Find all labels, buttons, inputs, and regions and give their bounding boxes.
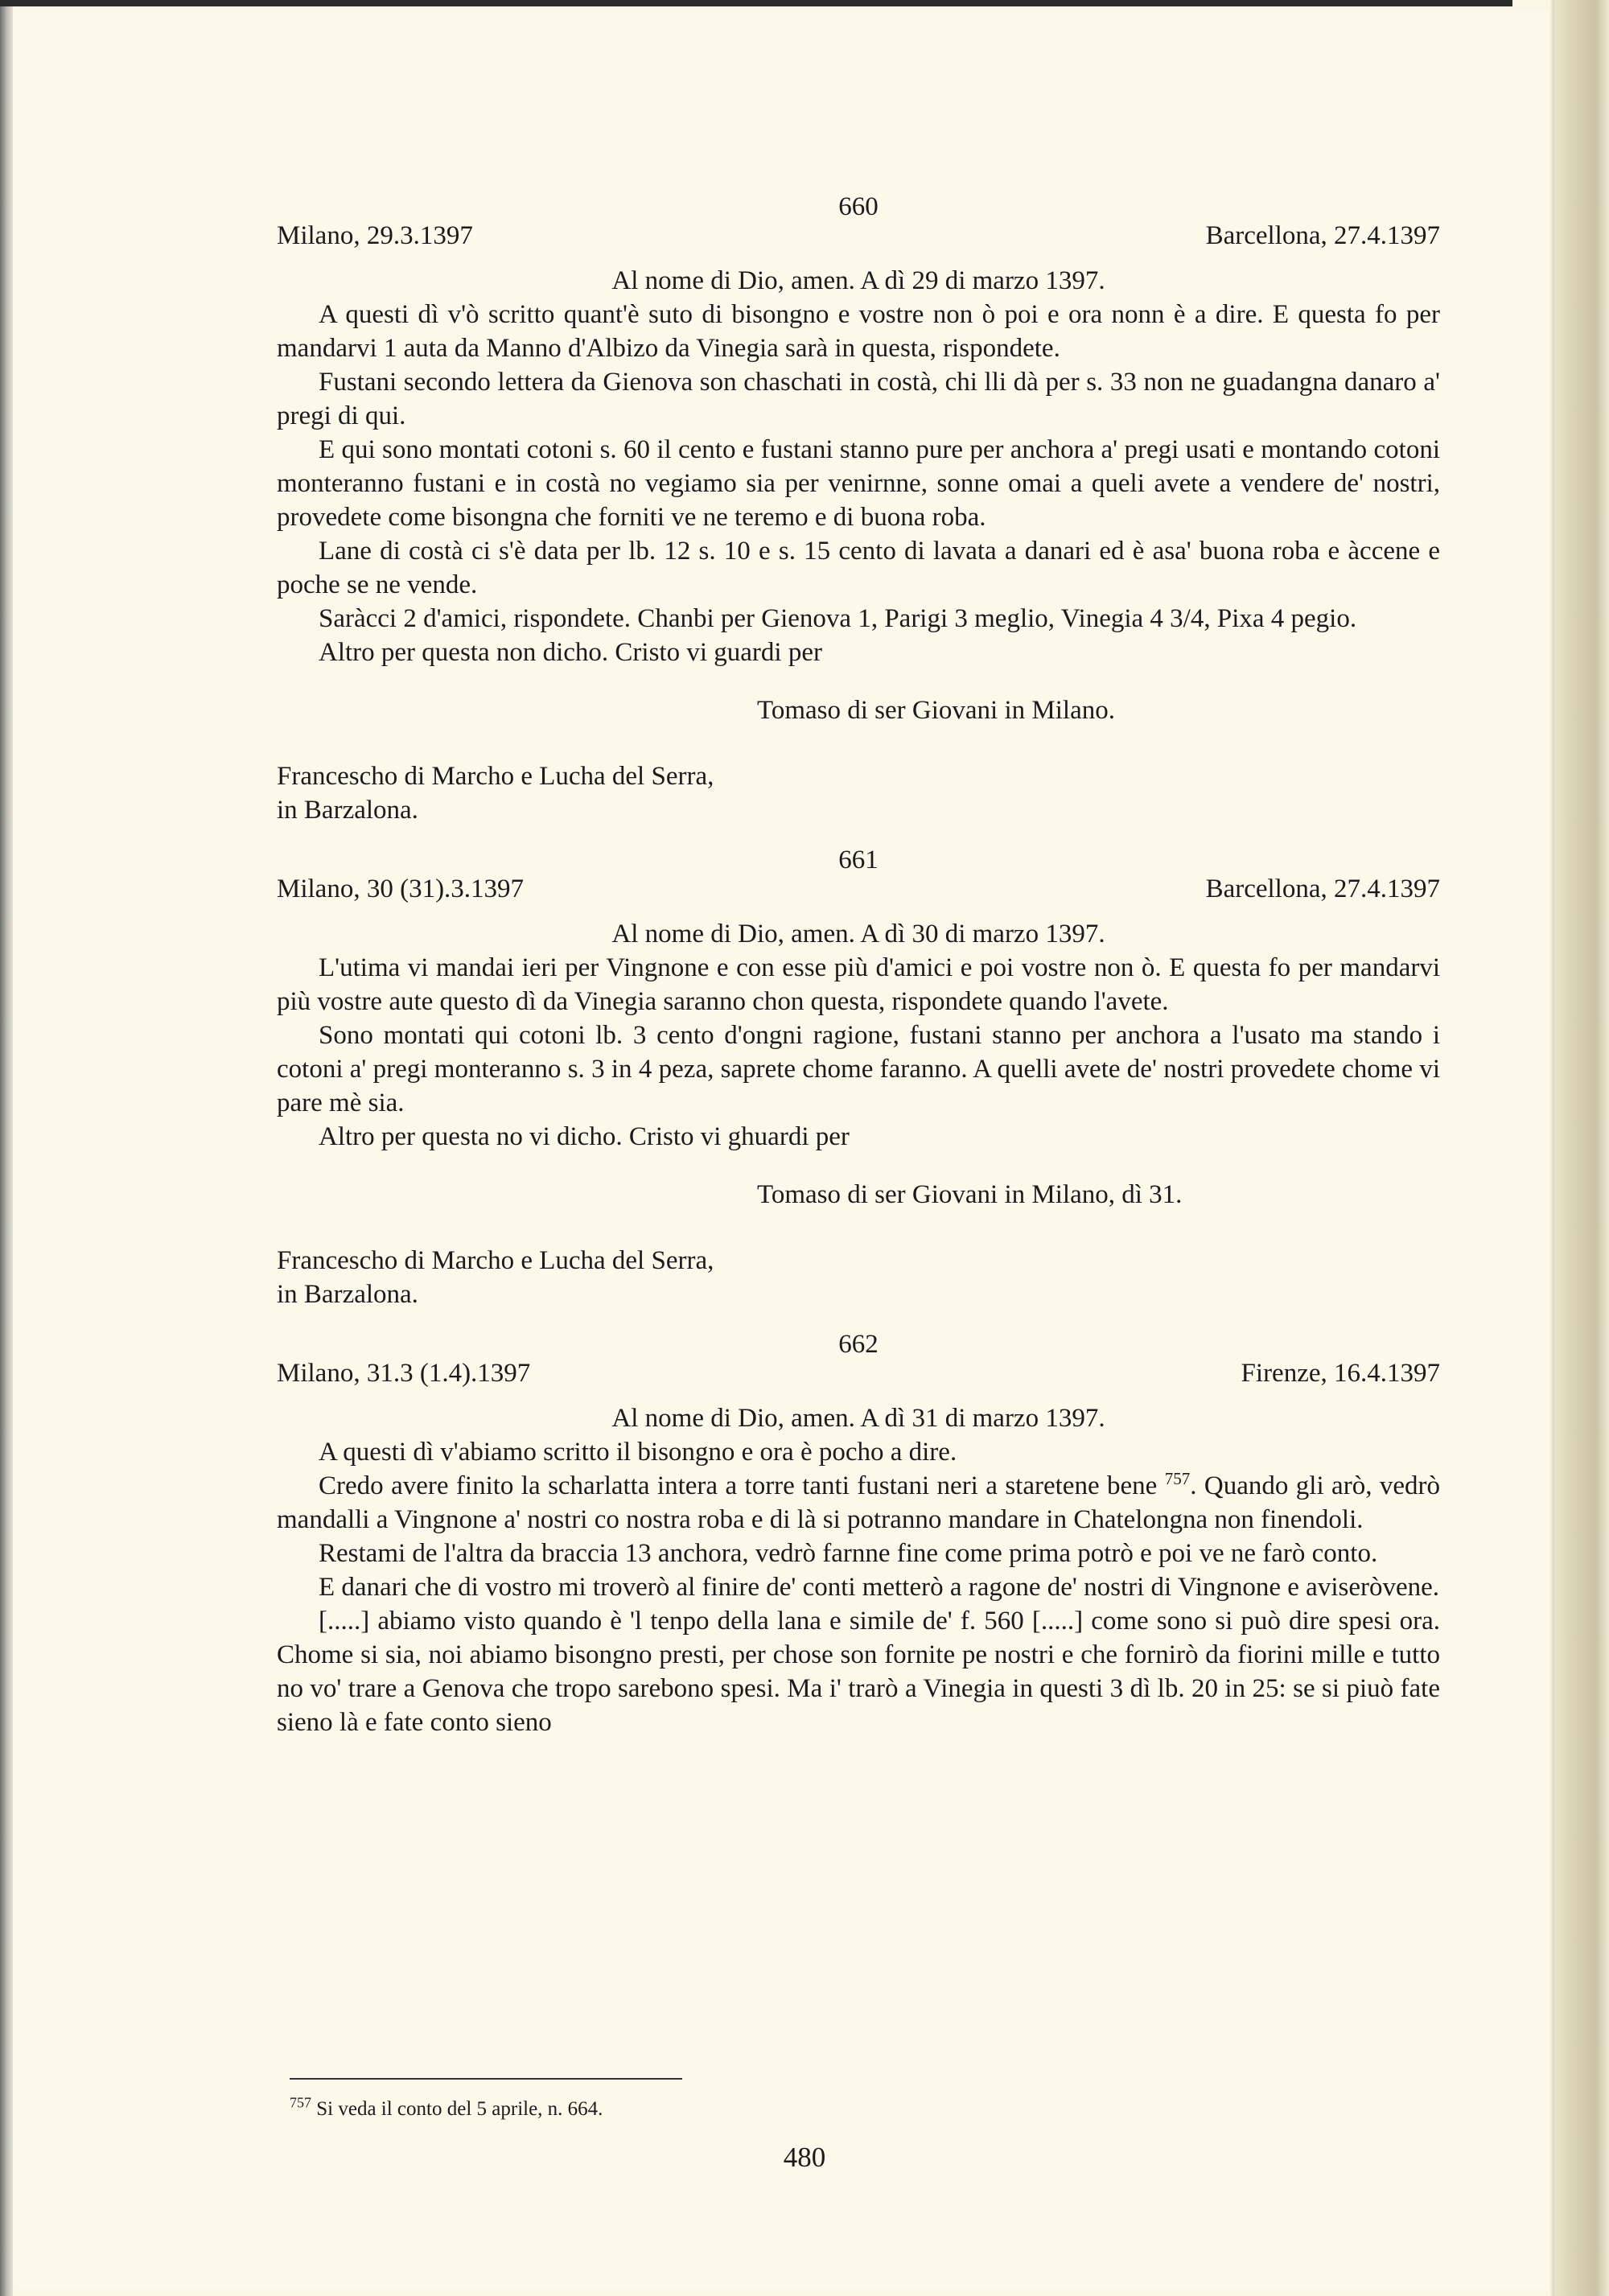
footnote-divider	[290, 2078, 682, 2080]
paragraph-end: .	[1190, 1471, 1197, 1500]
recipient-address: Francescho di Marcho e Lucha del Serra,	[277, 762, 714, 791]
signature: Tomaso di ser Giovani in Milano, dì 31.	[757, 1180, 1183, 1209]
arrival-date: Barcellona, 27.4.1397	[1205, 874, 1440, 903]
binding-shadow	[0, 0, 13, 2296]
letter-header	[277, 219, 1440, 254]
footnote-text: Si veda il conto del 5 aprile, n. 664.	[316, 2098, 603, 2120]
paragraph: L'utima vi mandai ieri per Vingnone e con esse più d'amici e poi vostre non ò. E questa fo per mandarvi più vostre aute questo dì da Vinegia saranno chon questa, rispondete quando l'avete.	[277, 953, 1440, 1016]
letter-660	[277, 190, 1440, 827]
paragraph-text: Quando gli arò, vedrò mandalli a Vingnone a' nostri co nostra roba e di là si potranno mandare in Chatelongna non finendoli.	[277, 1471, 1441, 1534]
recipient-address: Francescho di Marcho e Lucha del Serra,	[277, 1246, 714, 1275]
footnote	[290, 2096, 603, 2122]
recipient-place: in Barzalona.	[277, 796, 418, 825]
paragraph: Fustani secondo lettera da Gienova son chaschati in costà, chi lli dà per s. 33 non ne guadangna danaro a' pregi di qui.	[277, 368, 1440, 430]
paragraph: Lane di costà ci s'è data per lb. 12 s. 10 e s. 15 cento di lavata a danari ed è asa' buona roba e àccene e poche se ne vende.	[277, 537, 1440, 599]
origin-date: Milano, 30 (31).3.1397	[277, 874, 525, 903]
origin-date: Milano, 29.3.1397	[277, 221, 473, 250]
footnote-marker[interactable]: 757	[1164, 1469, 1191, 1488]
paragraph: A questi dì v'ò scritto quant'è suto di bisongno e vostre non ò poi e ora nonn è a dire. E questa fo per mandarvi 1 auta da Manno d'Albizo da Vinegia sarà in questa, rispondete.	[277, 300, 1440, 363]
opening-line: Al nome di Dio, amen. A dì 29 di marzo 1397.	[611, 266, 1105, 295]
paragraph: Restami de l'altra da braccia 13 anchora, vedrò farnne fine come prima potrò e poi ve ne farò conto.	[319, 1539, 1378, 1568]
top-edge	[0, 0, 1512, 6]
letter-662	[277, 1327, 1440, 1739]
paragraph: Altro per questa no vi dicho. Cristo vi ghuardi per	[319, 1122, 850, 1151]
letter-header	[277, 1356, 1440, 1392]
paragraph-text: Credo avere finito la scharlatta intera a torre tanti fustani neri a staretene bene	[319, 1471, 1158, 1500]
opening-line: Al nome di Dio, amen. A dì 31 di marzo 1397.	[611, 1404, 1105, 1433]
letter-661	[277, 843, 1440, 1311]
paragraph: E danari che di vostro mi troverò al finire de' conti metterò a ragone de' nostri di Vingnone e aviseròvene.	[319, 1573, 1440, 1602]
page-body	[277, 190, 1440, 1739]
page-number: 480	[783, 2142, 826, 2173]
paragraph: [.....] abiamo visto quando è 'l tenpo della lana e simile de' f. 560 [.....] come sono si può dire spesi ora. Chome si sia, noi abiamo bisongno presti, per chose son fornite pe nostri e che fornirò da fiorini mille e tutto no vo' trare a Genova che tropo sarebono spesi. Ma i' trarò a Vinegia in questi 3 dì lb. 20 in 25: se si piuò fate sieno là e fate conto sieno	[277, 1607, 1440, 1737]
letter-number: 660	[838, 192, 879, 221]
paragraph: Saràcci 2 d'amici, rispondete. Chanbi per Gienova 1, Parigi 3 meglio, Vinegia 4 3/4, Pixa 4 pegio.	[319, 604, 1357, 633]
letter-header	[277, 872, 1440, 907]
letter-number: 662	[838, 1330, 879, 1359]
paragraph: E qui sono montati cotoni s. 60 il cento e fustani stanno pure per anchora a' pregi usati e montando cotoni monteranno fustani e in costà no vegiamo sia per venirnne, sonne omai a queli avete a vendere de' nostri, provedete come bisongna che forniti ve ne teremo e di buona roba.	[277, 435, 1440, 532]
letter-number: 661	[838, 846, 879, 874]
next-page-edge	[1554, 0, 1609, 2296]
recipient-place: in Barzalona.	[277, 1280, 418, 1309]
origin-date: Milano, 31.3 (1.4).1397	[277, 1359, 531, 1388]
paragraph: A questi dì v'abiamo scritto il bisongno e ora è pocho a dire.	[319, 1438, 957, 1467]
footnote-number: 757	[290, 2094, 311, 2111]
opening-line: Al nome di Dio, amen. A dì 30 di marzo 1397.	[611, 920, 1105, 948]
paragraph: Altro per questa non dicho. Cristo vi guardi per	[319, 638, 822, 667]
paragraph-with-note	[277, 1469, 1440, 1537]
arrival-date: Firenze, 16.4.1397	[1241, 1359, 1440, 1388]
arrival-date: Barcellona, 27.4.1397	[1205, 221, 1440, 250]
paragraph: Sono montati qui cotoni lb. 3 cento d'ongni ragione, fustani stanno per anchora a l'usato ma stando i cotoni a' pregi monteranno s. 3 in 4 peza, saprete chome faranno. A quelli avete de' nostri provedete chome vi pare mè sia.	[277, 1021, 1440, 1117]
signature: Tomaso di ser Giovani in Milano.	[757, 696, 1115, 725]
